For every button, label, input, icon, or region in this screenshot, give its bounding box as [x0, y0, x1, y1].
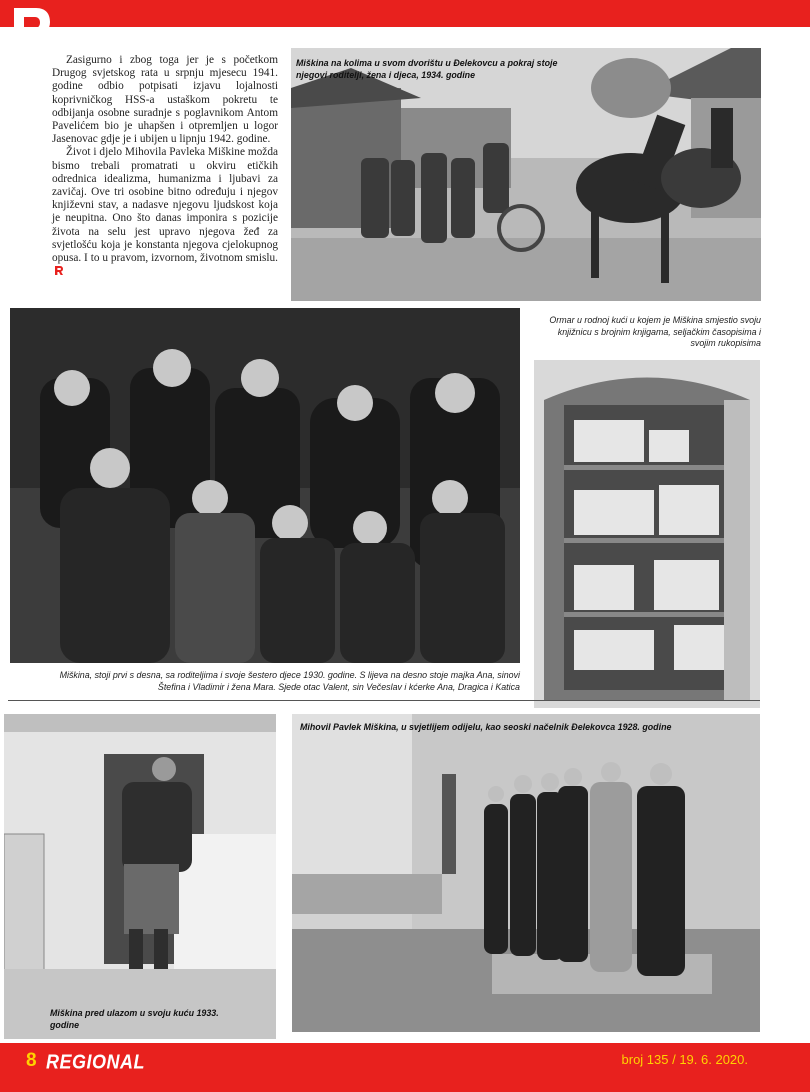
caption-entrance: Miškina pred ulazom u svoju kuću 1933. godine: [50, 1008, 219, 1030]
caption-family: Miškina, stoji prvi s desna, sa roditeljima i svoje šestero djece 1930. godine. S lijeva na desno stoje majka Ana, sinovi Štefina i Vladimir i žena Mara. Sjede otac Valent, sin Večeslav i kćerke Ana, Dragica i Katica: [59, 670, 520, 692]
caption-wardrobe: Ormar u rodnoj kući u kojem je Miškina smjestio svoju knjižnicu s brojnim knjigama, seljačkim časopisima i svojim rukopisima: [549, 315, 761, 348]
photo-wardrobe: [534, 360, 760, 708]
intro-paragraph-1: Zasigurno i zbog toga jer je s početkom Drugog svjetskog rata u srpnju mjesecu 1941. godine odbio potpisati izjavu lojalnosti koprivničkog HSS-a ustaškom pokretu te odbijanja osobne suradnje s poglavnikom Antom Pavelićem bio je uhapšen i otpremljen u logor Jasenovac gdje je i ubijen u lipnju 1942. godine.: [52, 54, 278, 146]
photo-mayor-group: [292, 714, 760, 1032]
caption-cart: Miškina na kolima u svom dvorištu u Đelekovcu a pokraj stoje njegovi roditelji, žena i djeca, 1934. godine: [296, 58, 558, 80]
caption-mayor: Mihovil Pavlek Miškina, u svjetlijem odijelu, kao seoski načelnik Đelekovca 1928. godine: [300, 722, 672, 732]
photo-cart-courtyard: [291, 48, 761, 301]
regional-logo-icon: [10, 4, 52, 58]
page-number: 8: [26, 1050, 37, 1071]
brand-name: REGIONAL: [46, 1050, 146, 1073]
end-mark-icon: [55, 266, 63, 275]
intro-text: [52, 54, 278, 278]
photo-entrance: [4, 714, 276, 1039]
intro-paragraph-2-text: Život i djelo Mihovila Pavleka Miškine možda bismo trebali promatrati u okviru etičkih odrednica idealizma, humanizma i ljubavi za zavičaj. Ove tri osobine bitno određuju i njegov književni stav, a nadasve njegovu ljudskost koja je neupitna. Ono što danas imponira s pozicije života na selu jest upravo njegova žeđ za svjetlošću koja je konstanta njegova cjelokupnog opusa. I to u pravom, izvornom, životnom smislu.: [52, 146, 278, 265]
photo-family-portrait: [10, 308, 520, 663]
caption-divider: [8, 700, 760, 701]
issue-info: broj 135 / 19. 6. 2020.: [621, 1052, 748, 1067]
intro-paragraph-2: [52, 146, 278, 278]
